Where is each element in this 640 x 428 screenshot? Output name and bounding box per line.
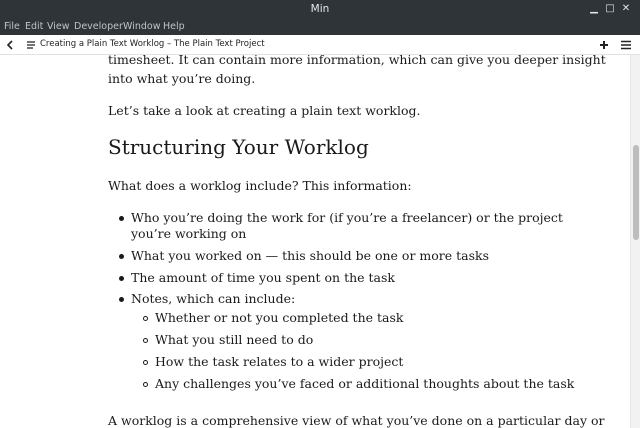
page-lines-icon [24, 37, 38, 53]
menu-help[interactable]: Help [163, 21, 185, 32]
maximize-icon[interactable]: □ [605, 3, 615, 14]
article-content [0, 55, 630, 428]
question-paragraph: What does a worklog include? This information: [108, 178, 412, 193]
vertical-scrollbar[interactable] [630, 55, 640, 428]
hamburger-menu-icon[interactable] [619, 37, 633, 53]
sub-bullet-marker [143, 360, 148, 365]
sub-list-item: Whether or not you completed the task [155, 310, 404, 325]
close-icon[interactable]: ✕ [621, 3, 631, 14]
section-heading: Structuring Your Worklog [108, 135, 369, 159]
menu-window[interactable]: Window [123, 21, 161, 32]
menu-bar [0, 20, 640, 35]
intro-paragraph-line1: timesheet. It can contain more information, which can give you deeper insight [108, 55, 606, 67]
list-item: Who you’re doing the work for (if you’re a freelancer) or the project [131, 210, 563, 225]
sub-list-item: What you still need to do [155, 332, 314, 347]
sub-list-item: Any challenges you’ve faced or additional thoughts about the task [155, 376, 575, 391]
bullet-marker [119, 297, 124, 302]
window-titlebar [0, 0, 640, 20]
browser-toolbar [0, 35, 640, 55]
back-arrow-icon[interactable] [3, 37, 17, 53]
tab-title[interactable]: Creating a Plain Text Worklog – The Plain Text Project [40, 39, 265, 49]
sub-bullet-marker [143, 382, 148, 387]
menu-developer[interactable]: Developer [74, 21, 123, 32]
lead-paragraph: Let’s take a look at creating a plain text worklog. [108, 103, 421, 118]
scrollbar-thumb[interactable] [633, 145, 639, 240]
closing-paragraph: A worklog is a comprehensive view of what you’ve done on a particular day or [108, 413, 605, 428]
menu-file[interactable]: File [4, 21, 20, 32]
minimize-icon[interactable]: ▁ [590, 3, 598, 14]
list-item: What you worked on — this should be one or more tasks [131, 248, 490, 263]
sub-bullet-marker [143, 338, 148, 343]
sub-list-item: How the task relates to a wider project [155, 354, 404, 369]
sub-bullet-marker [143, 316, 148, 321]
intro-paragraph-line2: into what you’re doing. [108, 71, 256, 86]
list-item: Notes, which can include: [131, 291, 296, 306]
bullet-marker [119, 254, 124, 259]
list-item-continuation: you’re working on [131, 226, 247, 241]
bullet-marker [119, 216, 124, 221]
menu-edit[interactable]: Edit [25, 21, 44, 32]
list-item: The amount of time you spent on the task [131, 270, 395, 285]
bullet-marker [119, 276, 124, 281]
window-title: Min [310, 3, 330, 15]
menu-view[interactable]: View [47, 21, 70, 32]
plus-icon[interactable] [597, 37, 611, 53]
